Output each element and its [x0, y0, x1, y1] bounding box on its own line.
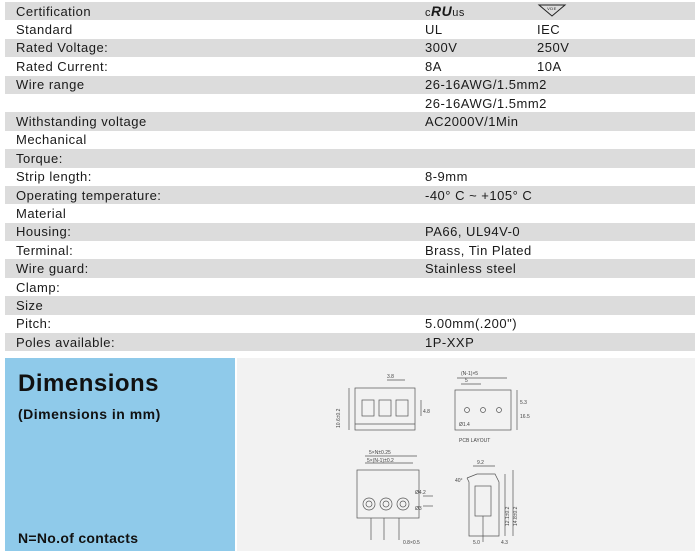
terminal-label: Terminal:	[16, 242, 74, 258]
pitch-value: 5.00mm(.200")	[425, 316, 518, 332]
housing-label: Housing:	[16, 224, 72, 240]
section-view-drawing	[467, 466, 513, 542]
withstanding-voltage-label: Withstanding voltage	[16, 114, 147, 130]
dim-5n1: 5×(N-1)±0.2	[367, 458, 394, 464]
material-heading: Material	[16, 205, 67, 221]
row-wire-range	[5, 76, 695, 94]
dimensions-section	[5, 358, 695, 551]
torque-label: Torque:	[16, 150, 63, 166]
ul-certification-mark: cRUus	[425, 3, 465, 20]
dim-5: 5	[465, 378, 468, 384]
row-wire-guard	[5, 259, 695, 277]
vde-certification-mark	[537, 3, 567, 20]
dim-4-8: 4.8	[423, 409, 430, 415]
wire-guard-label: Wire guard:	[16, 261, 89, 277]
withstanding-voltage-value: AC2000V/1Min	[425, 114, 519, 130]
certification-label: Certification	[16, 3, 92, 19]
contacts-note: N=No.of contacts	[18, 530, 139, 546]
standard-label: Standard	[16, 22, 73, 38]
terminal-value: Brass, Tin Plated	[425, 242, 532, 258]
poles-available-label: Poles available:	[16, 334, 116, 350]
rated-voltage-iec: 250V	[537, 40, 570, 56]
dim-40-deg: 40°	[455, 478, 463, 484]
row-terminal	[5, 241, 695, 259]
row-clamp	[5, 278, 695, 296]
row-size	[5, 296, 695, 314]
row-standard	[5, 20, 695, 38]
rated-current-iec: 10A	[537, 58, 562, 74]
poles-available-value: 1P-XXP	[425, 334, 475, 350]
size-heading: Size	[16, 297, 44, 313]
rated-current-label: Rated Current:	[16, 58, 109, 74]
dim-16-5: 16.5	[520, 414, 530, 420]
wire-range-iec: 26-16AWG/1.5mm2	[425, 95, 547, 111]
row-material	[5, 204, 695, 222]
dim-5n: 5×N±0.25	[369, 450, 391, 456]
rated-current-ul: 8A	[425, 58, 442, 74]
clamp-label: Clamp:	[16, 279, 61, 295]
wire-guard-value: Stainless steel	[425, 261, 517, 277]
dim-12-1: 12.1±0.2	[505, 506, 511, 526]
dim-14-8: 14.8±0.2	[513, 506, 519, 526]
row-housing	[5, 223, 695, 241]
operating-temperature-label: Operating temperature:	[16, 187, 162, 203]
row-mechanical	[5, 131, 695, 149]
operating-temperature-value: -40° C ~ +105° C	[425, 187, 533, 203]
row-certification	[5, 2, 695, 20]
wire-range-ul: 26-16AWG/1.5mm2	[425, 77, 547, 93]
mechanical-heading: Mechanical	[16, 132, 87, 148]
technical-drawings	[237, 358, 695, 551]
row-rated-current	[5, 57, 695, 75]
row-rated-voltage	[5, 39, 695, 57]
pcb-layout-label: PCB LAYOUT	[459, 438, 491, 444]
dim-5-3: 5.3	[520, 400, 527, 406]
rated-voltage-label: Rated Voltage:	[16, 40, 109, 56]
svg-text:VDE: VDE	[547, 5, 557, 11]
dim-0-8: 0.8×0.5	[403, 540, 420, 546]
front-view-drawing	[349, 380, 421, 430]
row-poles-available	[5, 333, 695, 351]
dim-4-3: 4.3	[501, 540, 508, 546]
row-operating-temperature	[5, 186, 695, 204]
dim-5-0: 5.0	[473, 540, 480, 546]
dimensions-panel	[5, 358, 235, 551]
dim-10-6: 10.6±0.2	[336, 408, 342, 428]
standard-iec: IEC	[537, 22, 561, 38]
dim-phi1-4: Ø1.4	[459, 422, 470, 428]
row-torque	[5, 149, 695, 167]
wire-range-label: Wire range	[16, 77, 85, 93]
strip-length-label: Strip length:	[16, 169, 92, 185]
row-wire-range-2	[5, 94, 695, 112]
dimension-drawing	[237, 358, 695, 551]
strip-length-value: 8-9mm	[425, 169, 468, 185]
pitch-label: Pitch:	[16, 316, 52, 332]
row-withstanding-voltage	[5, 112, 695, 130]
specification-table	[5, 2, 695, 351]
dim-n1x5: (N-1)×5	[461, 371, 479, 377]
row-strip-length	[5, 168, 695, 186]
dimensions-title: Dimensions	[18, 370, 160, 397]
dim-phi4-2: Ø4.2	[415, 490, 426, 496]
standard-ul: UL	[425, 22, 443, 38]
housing-value: PA66, UL94V-0	[425, 224, 521, 240]
dimensions-subtitle: (Dimensions in mm)	[18, 406, 161, 422]
dim-phi3: Ø3	[415, 506, 422, 512]
rated-voltage-ul: 300V	[425, 40, 458, 56]
dim-3-8: 3.8	[387, 374, 394, 380]
dim-9-2: 9.2	[477, 460, 484, 466]
side-view-drawing	[357, 456, 433, 540]
row-pitch	[5, 315, 695, 333]
